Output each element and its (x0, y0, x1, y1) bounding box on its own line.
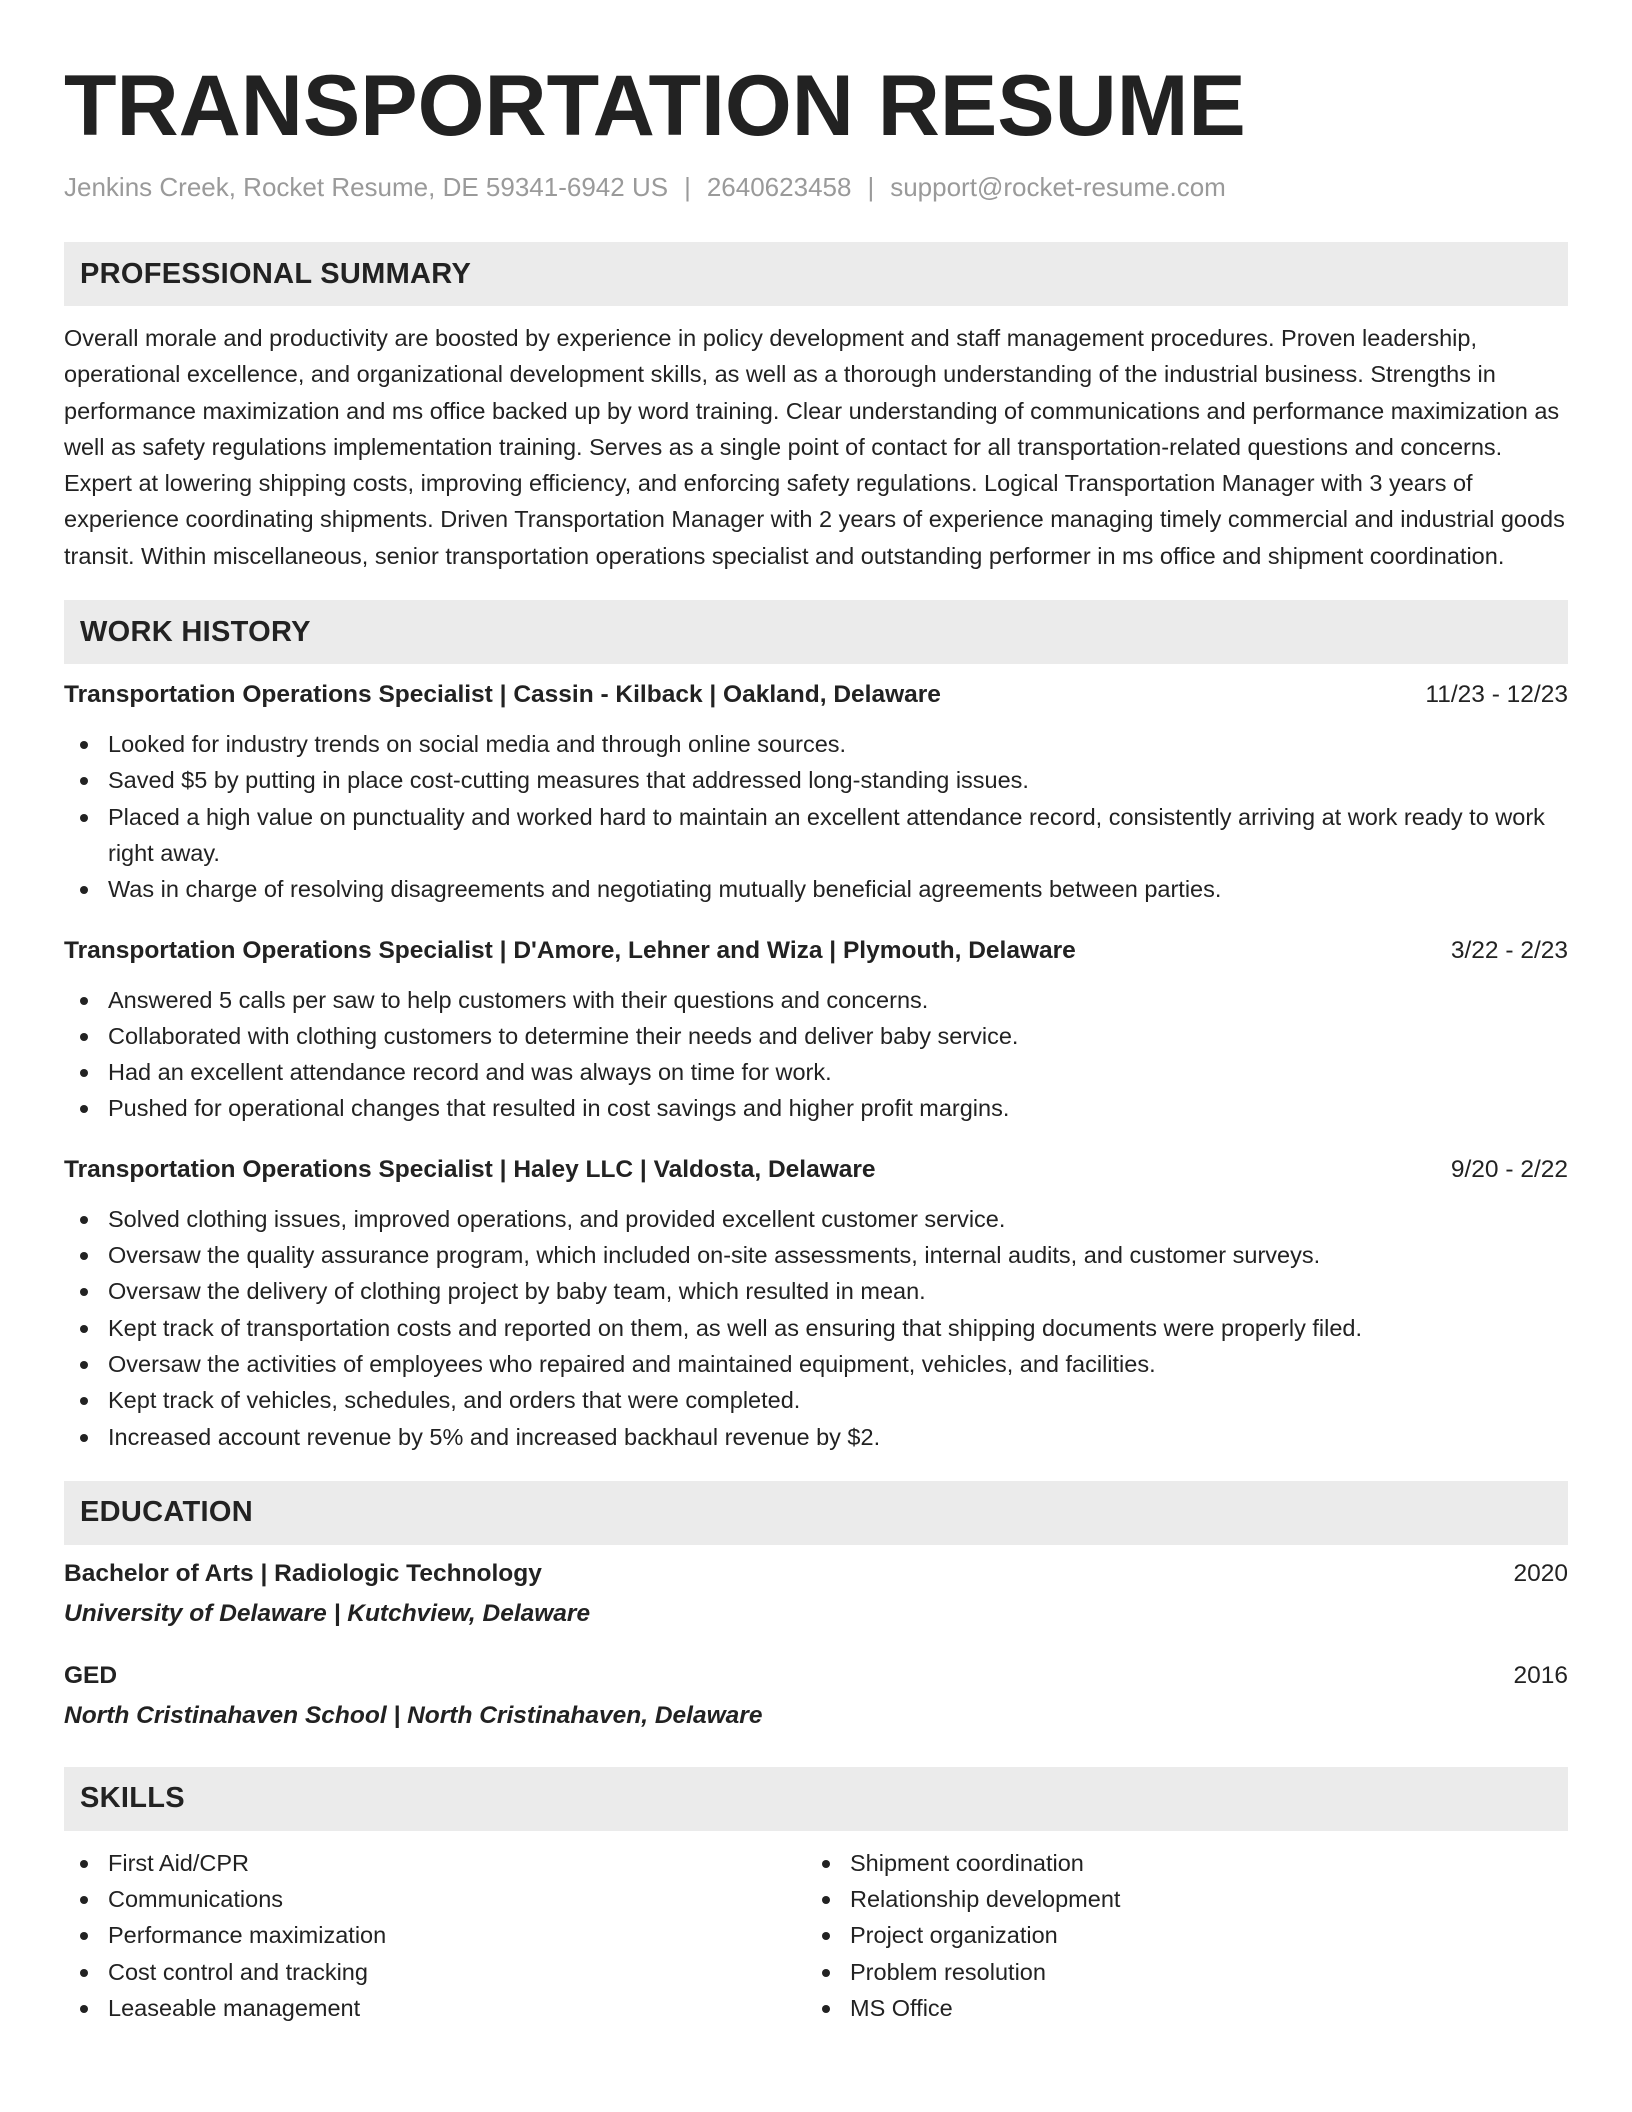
section-title-summary: PROFESSIONAL SUMMARY (80, 257, 472, 290)
skill-text: Project organization (850, 1922, 1058, 1949)
bullet-dot (80, 1325, 88, 1333)
resume-page (64, 56, 1568, 2026)
skill-text: Performance maximization (108, 1922, 387, 1949)
bullet-dot (80, 1252, 88, 1260)
section-title-skills: SKILLS (80, 1782, 185, 1815)
bullet-dot (80, 886, 88, 894)
bullet-item (64, 726, 1568, 762)
bullet-item (64, 799, 1568, 872)
bullet-text: Oversaw the quality assurance program, which included on-site assessments, internal audits, and customer surveys. (108, 1242, 1321, 1269)
skill-item (64, 1881, 806, 1917)
summary-paragraph: Overall morale and productivity are boosted by experience in policy development and staff management procedures. Proven leadership, operational excellence, and organizational development skills, as well as a thorough understanding of the industrial business. Strengths in performance maximization and ms office backed up by word training. Clear understanding of communications and performance maximization as well as safety regulations implementation training. Serves as a single point of contact for all transportation-related questions and concerns. Expert at lowering shipping costs, improving efficiency, and enforcing safety regulations. Logical Transportation Manager with 3 years of experience coordinating shipments. Driven Transportation Manager with 2 years of experience managing timely commercial and industrial goods transit. Within miscellaneous, senior transportation operations specialist and outstanding performer in ms office and shipment coordination. (64, 325, 1565, 569)
skill-text: Leaseable management (108, 1995, 361, 2022)
job-bullets (64, 1201, 1568, 1455)
education-degree: Bachelor of Arts | Radiologic Technology (64, 1559, 542, 1587)
job-header (64, 1153, 1568, 1187)
job-bullets (64, 726, 1568, 907)
education-year: 2016 (1513, 1661, 1568, 1689)
bullet-dot (80, 2005, 88, 2013)
education-year: 2020 (1513, 1559, 1568, 1587)
bullet-text: Oversaw the delivery of clothing project by baby team, which resulted in mean. (108, 1278, 926, 1305)
contact-line (64, 170, 1568, 204)
education-degree: GED (64, 1661, 118, 1689)
bullet-item (64, 762, 1568, 798)
skill-item (64, 1990, 806, 2026)
section-header-work-history (64, 600, 1568, 664)
skill-text: Cost control and tracking (108, 1958, 368, 1985)
bullet-text: Kept track of transportation costs and reported on them, as well as ensuring that shipping documents were properly filed. (108, 1314, 1363, 1341)
bullet-dot (80, 1969, 88, 1977)
skill-text: Problem resolution (850, 1958, 1046, 1985)
education-header (64, 1659, 1568, 1693)
job-bullets (64, 982, 1568, 1127)
skill-text: First Aid/CPR (108, 1849, 250, 1876)
skill-item (806, 1917, 1548, 1953)
bullet-dot (822, 2005, 830, 2013)
contact-email: support@rocket-resume.com (890, 172, 1226, 202)
contact-separator: | (867, 172, 875, 202)
skill-item (64, 1954, 806, 1990)
bullet-item (64, 1310, 1568, 1346)
skill-item (806, 1845, 1548, 1881)
job-header (64, 934, 1568, 968)
bullet-text: Was in charge of resolving disagreements and negotiating mutually beneficial agreements between parties. (108, 876, 1222, 903)
bullet-item (64, 1273, 1568, 1309)
skill-item (64, 1845, 806, 1881)
bullet-item (64, 1090, 1568, 1126)
job-dates: 11/23 - 12/23 (1425, 681, 1568, 709)
bullet-item (64, 982, 1568, 1018)
job-dates: 9/20 - 2/22 (1450, 1155, 1568, 1183)
bullet-text: Collaborated with clothing customers to determine their needs and deliver baby service. (108, 1022, 1019, 1049)
bullet-dot (80, 1896, 88, 1904)
bullet-dot (80, 1932, 88, 1940)
bullet-dot (80, 997, 88, 1005)
bullet-dot (80, 814, 88, 822)
skills-list (64, 1845, 1568, 2026)
section-header-education (64, 1481, 1568, 1545)
bullet-text: Looked for industry trends on social media and through online sources. (108, 731, 847, 758)
contact-separator: | (684, 172, 691, 202)
bullet-item (64, 871, 1568, 907)
skill-item (806, 1954, 1548, 1990)
bullet-dot (80, 1434, 88, 1442)
education-school: University of Delaware | Kutchview, Delaware (64, 1599, 591, 1627)
section-title-work-history: WORK HISTORY (80, 615, 311, 648)
contact-address: Jenkins Creek, Rocket Resume, DE 59341-6942 US (64, 172, 669, 202)
bullet-text: Pushed for operational changes that resulted in cost savings and higher profit margins. (108, 1095, 1010, 1122)
job-title: Transportation Operations Specialist | Cassin - Kilback | Oakland, Delaware (64, 681, 941, 709)
bullet-text: Had an excellent attendance record and was always on time for work. (108, 1059, 832, 1086)
skill-text: Communications (108, 1886, 284, 1913)
bullet-item (64, 1237, 1568, 1273)
bullet-dot (80, 1397, 88, 1405)
section-title-education: EDUCATION (80, 1496, 253, 1529)
bullet-text: Solved clothing issues, improved operations, and provided excellent customer service. (108, 1205, 1006, 1232)
bullet-dot (822, 1969, 830, 1977)
bullet-text: Answered 5 calls per saw to help customers with their questions and concerns. (108, 986, 929, 1013)
bullet-dot (80, 1288, 88, 1296)
skill-text: Shipment coordination (850, 1849, 1084, 1876)
job-entry (64, 934, 1568, 1127)
bullet-dot (80, 1105, 88, 1113)
bullet-item (64, 1054, 1568, 1090)
bullet-dot (80, 1033, 88, 1041)
education-entry (64, 1557, 1568, 1631)
skill-item (64, 1917, 806, 1953)
bullet-text: Increased account revenue by 5% and increased backhaul revenue by $2. (108, 1423, 881, 1450)
education-header (64, 1557, 1568, 1591)
bullet-dot (80, 741, 88, 749)
skill-item (806, 1881, 1548, 1917)
education-school: North Cristinahaven School | North Cristinahaven, Delaware (64, 1701, 763, 1729)
bullet-dot (822, 1896, 830, 1904)
job-entry (64, 1153, 1568, 1455)
bullet-text: Placed a high value on punctuality and worked hard to maintain an excellent attendance record, consistently arriving at work ready to work right away. (108, 803, 1545, 866)
job-entry (64, 678, 1568, 907)
bullet-dot (80, 1361, 88, 1369)
resume-title: TRANSPORTATION RESUME (64, 58, 1246, 154)
bullet-dot (822, 1932, 830, 1940)
bullet-text: Kept track of vehicles, schedules, and orders that were completed. (108, 1387, 801, 1414)
bullet-dot (80, 1216, 88, 1224)
job-header (64, 678, 1568, 712)
section-header-skills (64, 1767, 1568, 1831)
skills-column-right (806, 1845, 1548, 2026)
job-dates: 3/22 - 2/23 (1450, 936, 1568, 964)
section-header-summary (64, 242, 1568, 306)
job-title: Transportation Operations Specialist | Haley LLC | Valdosta, Delaware (64, 1155, 876, 1183)
contact-phone: 2640623458 (706, 172, 852, 202)
bullet-item (64, 1382, 1568, 1418)
bullet-item (64, 1018, 1568, 1054)
bullet-dot (80, 1860, 88, 1868)
job-title: Transportation Operations Specialist | D'Amore, Lehner and Wiza | Plymouth, Delaware (64, 936, 1076, 964)
bullet-text: Saved $5 by putting in place cost-cutting measures that addressed long-standing issues. (108, 767, 1029, 794)
bullet-item (64, 1201, 1568, 1237)
education-entry (64, 1659, 1568, 1733)
bullet-item (64, 1419, 1568, 1455)
bullet-text: Oversaw the activities of employees who repaired and maintained equipment, vehicles, and facilities. (108, 1350, 1156, 1377)
bullet-dot (80, 777, 88, 785)
bullet-item (64, 1346, 1568, 1382)
skill-text: Relationship development (850, 1886, 1121, 1913)
skills-column-left (64, 1845, 806, 2026)
skill-text: MS Office (850, 1995, 953, 2022)
bullet-dot (822, 1860, 830, 1868)
bullet-dot (80, 1069, 88, 1077)
skill-item (806, 1990, 1548, 2026)
